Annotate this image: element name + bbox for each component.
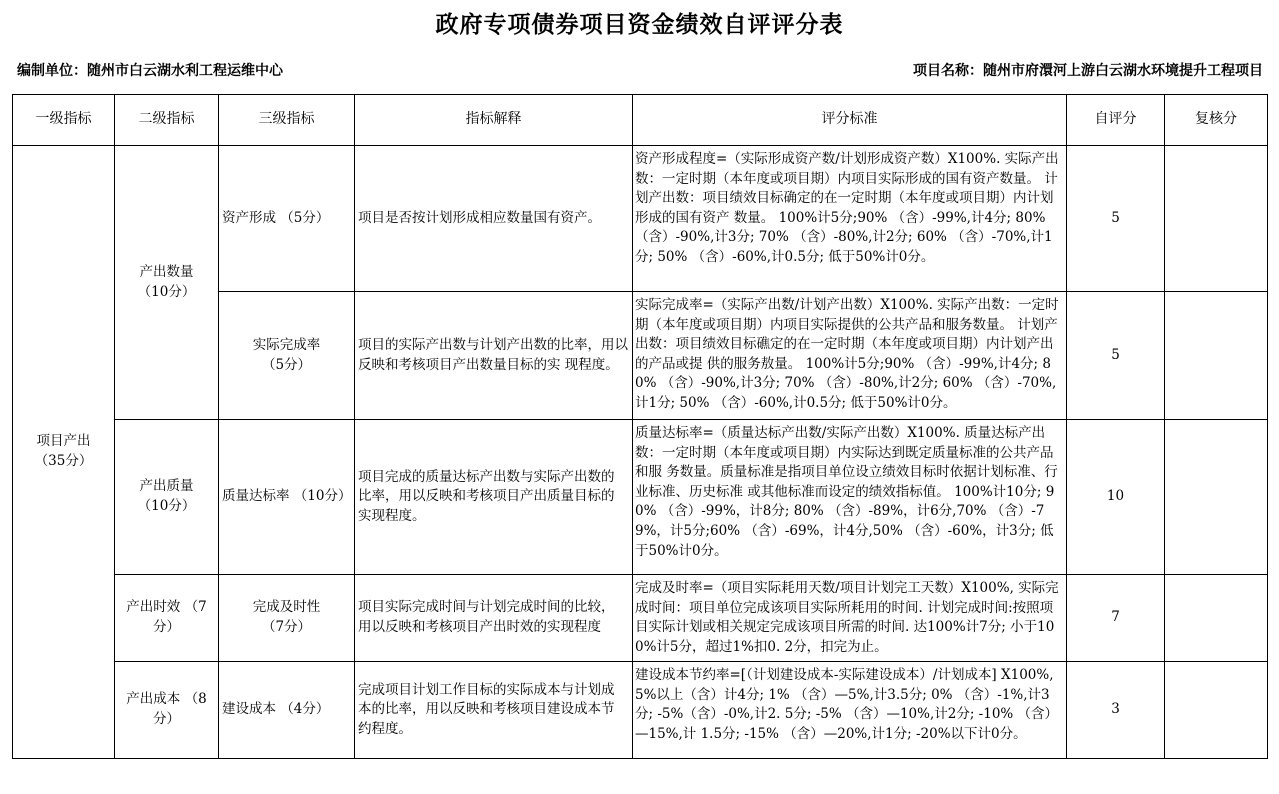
indicator-explanation: 项目是否按计划形成相应数量国有资产。: [355, 146, 633, 292]
compiling-unit: 编制单位：随州市白云湖水利工程运维中心: [17, 63, 283, 79]
scoring-standard-text: 完成及时率=（项目实际耗用天数/项目计划完工天数）X100%, 实际完成时间：项目单位完成该项目实际所耗用的时间. 计划完成时间:按照项目实际计划或相关规定完成该项目所需的时间. 达100%计7分; 小于100%计5分，超过1%扣0. 2分，扣完为止。: [635, 580, 1059, 655]
project-name: 项目名称：随州市府澴河上游白云湖水环境提升工程项目: [913, 63, 1263, 79]
header-explain: 指标解释: [355, 95, 633, 146]
review-score: [1165, 146, 1268, 292]
indicator-explanation: 完成项目计划工作目标的实际成本与计划成 本的比率，用以反映和考核项目建设成本节 约程度。: [355, 662, 633, 759]
scoring-standard: [633, 292, 1067, 420]
review-score: [1165, 662, 1268, 759]
level3-indicator: 质量达标率 （10分）: [219, 420, 355, 575]
scoring-standard-text: 资产形成程度=（实际形成资产数/计划形成资产数）X100%. 实际产出数：一定时期（本年度或项目期）内项目实际形成的国有资产数量。 计划产出数：项目绩效目标确定的在一定时期（本年度或项目期）内计划形成的国有资产 数量。 100%计5分;90% （含）-99%,计4分; 80% （含）-90%,计3分; 70% （含）-80%,计2分; 60% （含）-70%,计1分; 50% （含）-60%,计0.5分; 低于50%计0分。: [635, 151, 1059, 265]
self-score: 5: [1067, 146, 1165, 292]
header-row: [13, 95, 1268, 146]
scoring-standard: [633, 146, 1067, 292]
self-score: 7: [1067, 575, 1165, 662]
indicator-explanation: 项目完成的质量达标产出数与实际产出数的 比率，用以反映和考核项目产出质量目标的 实现程度。: [355, 420, 633, 575]
scoring-standard-text: 质量达标率=（质量达标产出数/实际产出数）X100%. 质量达标产出数：一定时期（本年度或项目期）内实际达到既定质量标准的公共产品和服 务数量。质量标准是指项目单位设立绩效目标时依据计划标准、行业标准、历史标准 或其他标准而设定的绩效指标值。 100%计10分; 90% （含）-99%，计8分; 80% （含）-89%，计6分,70% （含）-79%，计5分;60% （含）-69%，计4分,50% （含）-60%，计3分; 低于50%计0分。: [635, 425, 1058, 559]
level2-indicator: 产出数量（10分）: [115, 146, 219, 420]
header-level2: 二级指标: [115, 95, 219, 146]
scoring-standard: [633, 575, 1067, 662]
review-score: [1165, 575, 1268, 662]
scoring-standard: [633, 420, 1067, 575]
score-table: [12, 94, 1268, 759]
scoring-standard-text: 建设成本节约率=[（计划建设成本-实际建设成本）/计划成本] X100%, 5%以上（含）计4分; 1% （含）—5%,计3.5分; 0% （含）-1%,计3分; -5%（含）-0%,计2. 5分; -5% （含）—10%,计2分; -10% （含）—15%,计 1.5分; -15% （含）—20%,计1分; -20%以下计0分。: [635, 667, 1059, 742]
level3-indicator: 资产形成 （5分）: [219, 146, 355, 292]
table-row: [13, 420, 1268, 575]
level3-indicator: 实际完成率（5分）: [219, 292, 355, 420]
review-score: [1165, 420, 1268, 575]
self-score: 3: [1067, 662, 1165, 759]
scoring-standard-text: 实际完成率=（实际产出数/计划产出数）X100%. 实际产出数：一定时期（本年度或项目期）内项目实际提供的公共产品和服务数量。 计划产出数：项目绩效目标礁定的在一定时期（本年度或项目期）内计划产出的产品或提 供的服务敖量。 100%计5分;90% （含）-99%,计4分; 80% （含）-90%,计3分; 70% （含）-80%,计2分; 60% （含）-70%,计1分; 50% （含）-60%,计0.5分; 低于50%计0分。: [635, 297, 1059, 411]
table-row: [13, 575, 1268, 662]
scoring-standard: [633, 662, 1067, 759]
indicator-explanation: 项目的实际产出数与计划产出数的比率，用以反映和考核项目产出数量目标的实 现程度。: [355, 292, 633, 420]
self-score: 10: [1067, 420, 1165, 575]
review-score: [1165, 292, 1268, 420]
header-level1: 一级指标: [13, 95, 115, 146]
level2-indicator: 产出质量（10分）: [115, 420, 219, 575]
header-self-score: 自评分: [1067, 95, 1165, 146]
level3-indicator: 建设成本 （4分）: [219, 662, 355, 759]
header-level3: 三级指标: [219, 95, 355, 146]
table-row: [13, 662, 1268, 759]
indicator-explanation: 项目实际完成时间与计划完成时间的比较， 用以反映和考核项目产出时效的实现程度: [355, 575, 633, 662]
header-standard: 评分标准: [633, 95, 1067, 146]
header-review-score: 复核分: [1165, 95, 1268, 146]
self-score: 5: [1067, 292, 1165, 420]
level1-indicator: 项目产出（35分）: [13, 146, 115, 759]
level2-indicator: 产出成本 （8分）: [115, 662, 219, 759]
level3-indicator: 完成及时性（7分）: [219, 575, 355, 662]
table-row: [13, 146, 1268, 292]
level2-indicator: 产出时效 （7分）: [115, 575, 219, 662]
page-title: 政府专项债券项目资金绩效自评评分表: [435, 12, 844, 38]
